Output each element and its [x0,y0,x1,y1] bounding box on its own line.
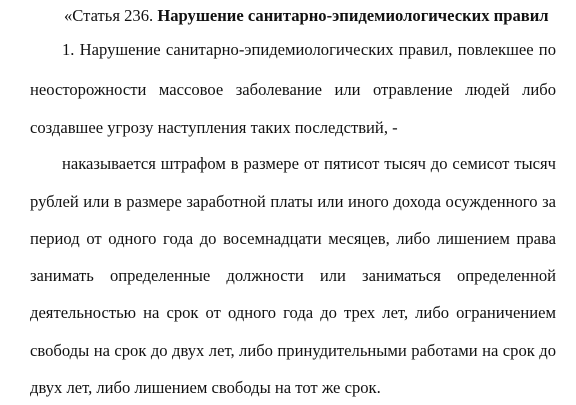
paragraph-2-line-2: рублей или в размере заработной платы или иного дохода осужденного за [30,192,556,211]
paragraph-2-line-4: занимать определенные должности или заниматься определенной [30,266,556,285]
article-title-heading: Нарушение санитарно-эпидемиологических правил [157,6,549,25]
paragraph-2-line-7: двух лет, либо лишением свободы на тот же срок. [30,378,381,397]
article-title [64,6,549,26]
paragraph-1-line-1: 1. Нарушение санитарно-эпидемиологических правил, повлекшее по [62,40,556,59]
article-title-prefix: «Статья 236. [64,6,154,25]
paragraph-2-line-1: наказывается штрафом в размере от пятисот тысяч до семисот тысяч [62,154,556,173]
paragraph-1-line-2: неосторожности массовое заболевание или отравление людей либо [30,80,556,99]
paragraph-1-line-3: создавшее угрозу наступления таких последствий, - [30,118,398,137]
paragraph-2-line-6: свободы на срок до двух лет, либо принудительными работами на срок до [30,341,556,360]
paragraph-2-line-3: период от одного года до восемнадцати месяцев, либо лишением права [30,229,556,248]
paragraph-2-line-5: деятельностью на срок от одного года до трех лет, либо ограничением [30,303,556,322]
